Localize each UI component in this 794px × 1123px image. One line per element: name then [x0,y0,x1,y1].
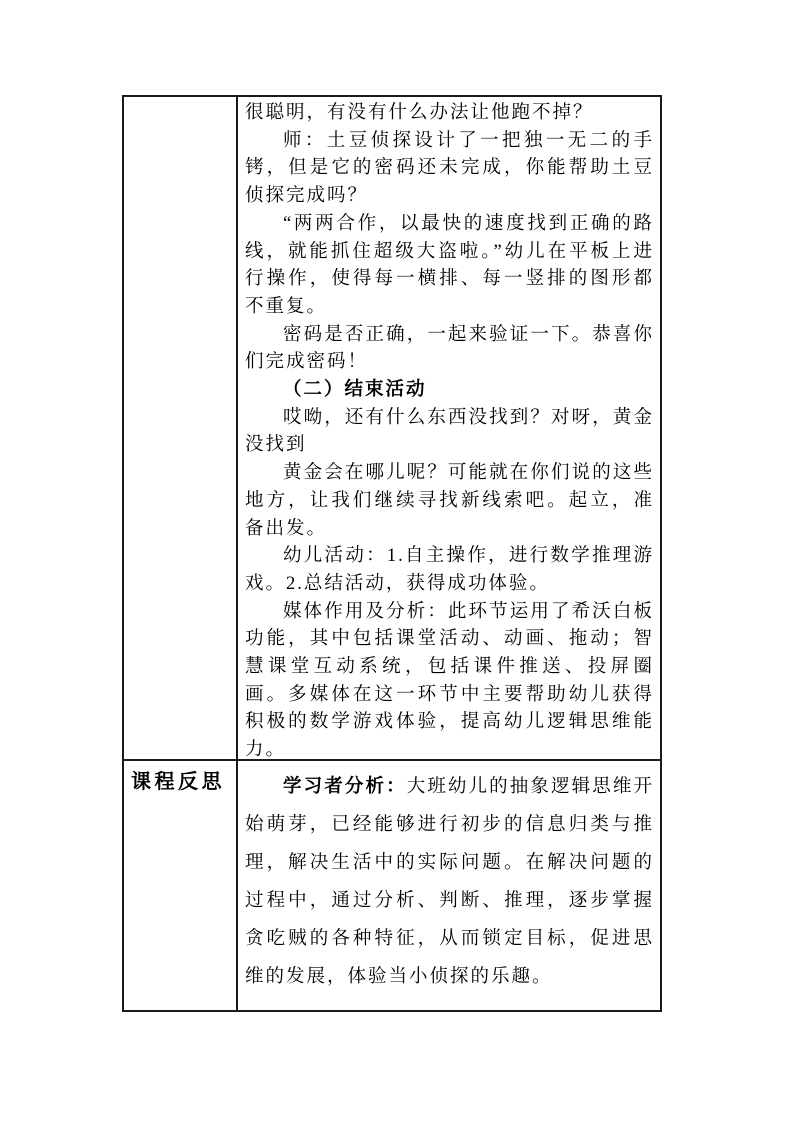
reflection-paragraph [245,768,654,996]
reflection-content-cell [238,761,660,1010]
learner-analysis-body: 大班幼儿的抽象逻辑思维开始萌芽，已经能够进行初步的信息归类与推理，解决生活中的实际问题。在解决问题的过程中，通过分析、判断、推理，逐步掌握贪吃贼的各种特征，从而锁定目标，促进思维的发展，体验当小侦探的乐趣。 [245,777,654,987]
reflection-label-cell [124,761,238,1010]
activity-label-cell-empty [124,97,238,761]
activity-paragraph: “两两合作，以最快的速度找到正确的路线，就能抓住超级大盗啦。”幼儿在平板上进行操作，使得每一横排、每一竖排的图形都不重复。 [245,213,654,317]
activity-paragraph: 媒体作用及分析：此环节运用了希沃白板功能，其中包括课堂活动、动画、拖动；智慧课堂互动系统，包括课件推送、投屏圈画。多媒体在这一环节中主要帮助幼儿获得积极的数学游戏体验，提高幼儿逻辑思维能力。 [245,601,654,761]
reflection-label: 课程反思 [131,771,225,793]
activity-content-cell [238,97,660,761]
lesson-plan-table [122,95,662,1012]
learner-analysis-lead: 学习者分析： [283,777,407,797]
activity-paragraph: （二）结束活动 [283,380,427,401]
activity-paragraph: 密码是否正确，一起来验证一下。恭喜你们完成密码！ [245,324,654,373]
activity-paragraph: 哎呦，还有什么东西没找到？对呀，黄金没找到 [245,407,654,456]
activity-paragraphs [245,100,654,761]
activity-paragraph: 黄金会在哪儿呢？可能就在你们说的这些地方，让我们继续寻找新线索吧。起立，准备出发。 [245,463,654,539]
activity-paragraph: 师：土豆侦探设计了一把独一无二的手铐，但是它的密码还未完成，你能帮助土豆侦探完成吗？ [245,130,654,207]
activity-paragraph: 幼儿活动：1.自主操作，进行数学推理游戏。2.总结活动，获得成功体验。 [245,546,654,594]
activity-paragraph: 很聪明，有没有什么办法让他跑不掉？ [245,103,594,123]
